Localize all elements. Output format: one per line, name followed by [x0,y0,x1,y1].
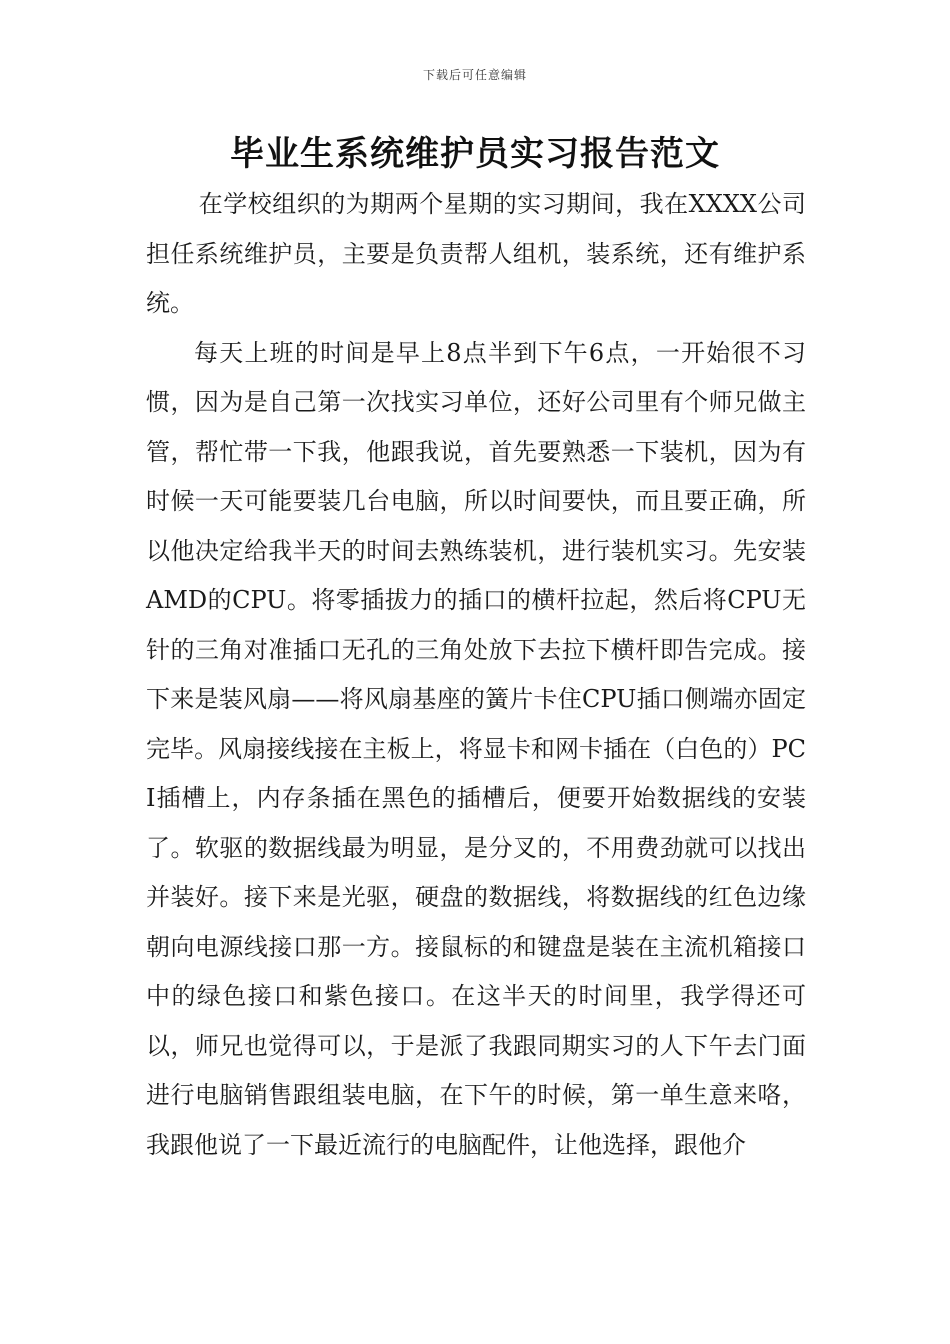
header-note: 下载后可任意编辑 [422,68,527,82]
paragraph-2: 每天上班的时间是早上8点半到下午6点，一开始很不习惯，因为是自己第一次找实习单位，还好公司里有个师兄做主管，帮忙带一下我，他跟我说，首先要熟悉一下装机，因为有时候一天可能要装几台电脑，所以时间要快，而且要正确，所以他决定给我半天的时间去熟练装机，进行装机实习。先安装AMD的CPU。将零插拔力的插口的横杆拉起，然后将CPU无针的三角对准插口无孔的三角处放下去拉下横杆即告完成。接下来是装风扇——将风扇基座的簧片卡住CPU插口侧端亦固定完毕。风扇接线接在主板上，将显卡和网卡插在（白色的）PCI插槽上，内存条插在黑色的插槽后，便要开始数据线的安装了。软驱的数据线最为明显，是分叉的，不用费劲就可以找出并装好。接下来是光驱，硬盘的数据线，将数据线的红色边缘朝向电源线接口那一方。接鼠标的和键盘是装在主流机箱接口中的绿色接口和紫色接口。在这半天的时间里，我学得还可以，师兄也觉得可以，于是派了我跟同期实习的人下午去门面进行电脑销售跟组装电脑，在下午的时候，第一单生意来咯，我跟他说了一下最近流行的电脑配件，让他选择，跟他介 [146,338,806,1159]
paragraph-1: 在学校组织的为期两个星期的实习期间，我在XXXX公司担任系统维护员，主要是负责帮人组机，装系统，还有维护系统。 [146,190,806,317]
document-title: 毕业生系统维护员实习报告范文 [230,134,720,174]
document-body [146,180,806,1170]
